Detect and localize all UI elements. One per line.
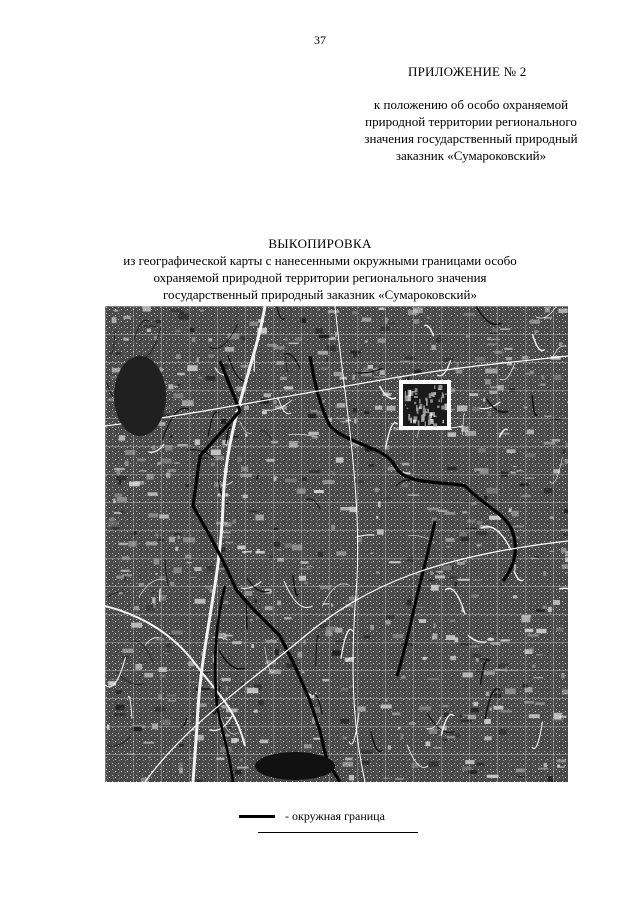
reserve-texture-mark — [423, 409, 426, 411]
reserve-texture-mark — [414, 396, 418, 398]
document-subtitle-line: охраняемой природной территории регионального значения — [153, 270, 487, 285]
reserve-texture-mark — [430, 419, 433, 424]
reserve-texture-mark — [423, 405, 425, 408]
reserve-texture-mark — [416, 405, 418, 411]
appendix-subtitle — [336, 96, 606, 164]
reserve-texture-mark — [419, 407, 421, 409]
appendix-subtitle-line: заказник «Сумароковский» — [395, 148, 547, 163]
reserve-texture-mark — [439, 399, 440, 402]
reserve-texture-mark — [408, 414, 410, 420]
reserve-texture-mark — [425, 398, 427, 401]
reserve-texture-mark — [414, 402, 416, 404]
footer-rule — [258, 832, 418, 833]
reserve-texture-mark — [442, 392, 443, 394]
reserve-texture-mark — [445, 393, 448, 395]
reserve-texture-mark — [405, 404, 406, 406]
reserve-texture-mark — [437, 406, 439, 408]
reserve-texture-mark — [431, 413, 433, 418]
reserve-texture-mark — [441, 397, 442, 403]
reserve-texture-mark — [405, 391, 406, 397]
reserve-texture-mark — [434, 385, 435, 389]
reserve-texture-mark — [438, 385, 442, 390]
reserve-texture-mark — [428, 420, 430, 425]
map-canvas — [105, 306, 568, 782]
reserve-texture-mark — [407, 408, 409, 409]
document-subtitle — [95, 252, 545, 303]
map-image — [105, 306, 568, 782]
appendix-subtitle-line: природной территории регионального — [365, 114, 577, 129]
document-subtitle-line: государственный природный заказник «Сумароковский» — [163, 287, 477, 302]
reserve-texture-mark — [430, 399, 433, 402]
town-area — [114, 356, 166, 436]
reserve-texture-mark — [441, 406, 444, 410]
reserve-texture-mark — [425, 421, 426, 428]
reserve-texture-mark — [431, 392, 434, 396]
legend-line-sample — [239, 815, 275, 818]
reserve-texture-mark — [415, 393, 418, 394]
reserve-texture-mark — [443, 395, 444, 397]
legend — [239, 808, 385, 824]
legend-label: - окружная граница — [285, 808, 385, 823]
page-number: 37 — [314, 33, 326, 47]
document-subtitle-line: из географической карты с нанесенными окружными границами особо — [123, 253, 517, 268]
reserve-texture-mark — [427, 409, 429, 414]
reserve-texture-mark — [413, 420, 416, 424]
reserve-texture-mark — [424, 411, 426, 413]
document-title: ВЫКОПИРОВКА — [268, 236, 372, 251]
reserve-texture-mark — [410, 418, 412, 424]
appendix-subtitle-line: к положению об особо охраняемой — [373, 97, 569, 112]
reserve-texture-mark — [419, 399, 420, 403]
reserve-texture-mark — [433, 423, 437, 427]
reserve-texture-mark — [422, 414, 425, 420]
map-grid — [105, 306, 568, 782]
reserve-texture-mark — [443, 420, 445, 424]
reserve-texture-mark — [418, 420, 420, 425]
reserve-texture-mark — [444, 404, 447, 411]
town-area — [255, 752, 335, 780]
reserve-texture-mark — [433, 412, 435, 417]
reserve-texture-mark — [410, 391, 411, 396]
reserve-texture-mark — [412, 391, 416, 393]
appendix-subtitle-line: значения государственный природный — [364, 131, 578, 146]
appendix-title: ПРИЛОЖЕНИЕ № 2 — [408, 64, 527, 79]
